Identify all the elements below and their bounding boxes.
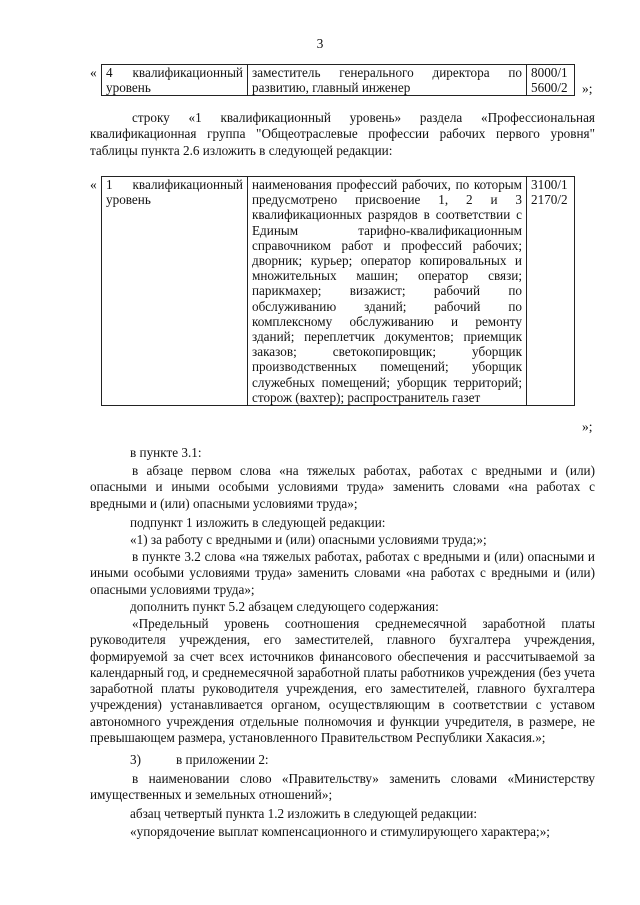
code: 3100/1 [531, 177, 568, 192]
level-text: 4 квалификационный уровень [106, 65, 243, 96]
qualification-table-2 [101, 176, 575, 406]
paragraph: в пункте 3.1: [130, 445, 202, 460]
professions-text: заместитель генерального директора по развитию, главный инженер [252, 65, 522, 96]
open-quote: « [90, 177, 97, 192]
codes-cell [527, 177, 575, 406]
paragraph: 3) [130, 752, 141, 767]
paragraph: абзац четвертый пункта 1.2 изложить в следующей редакции: [130, 806, 478, 821]
paragraph: дополнить пункт 5.2 абзацем следующего содержания: [130, 599, 439, 614]
paragraph: в приложении 2: [176, 752, 269, 767]
code: 5600/2 [531, 80, 568, 96]
paragraph: «1) за работу с вредными и (или) опасными условиями труда;»; [130, 532, 487, 547]
paragraph: в пункте 3.2 слова «на тяжелых работах, работах с вредными и (или) опасными и иными особыми условиями труда» заменить словами «на работах с вредными и (или) опасными условиями труда»; [90, 549, 595, 597]
professions-cell [248, 65, 527, 96]
paragraph: подпункт 1 изложить в следующей редакции: [130, 515, 386, 530]
qualification-table-1 [101, 64, 575, 96]
professions-cell [248, 177, 527, 406]
codes-cell [527, 65, 575, 96]
level-cell [102, 177, 248, 406]
level-text: 1 квалификационный уровень [106, 177, 243, 208]
close-quote: »; [582, 81, 593, 96]
code: 8000/1 [531, 65, 568, 80]
page-number: 3 [316, 36, 324, 51]
intro-paragraph: строку «1 квалификационный уровень» раздела «Профессиональная квалификационная группа "Общеотраслевые профессии рабочих первого уровня" таблицы пункта 2.6 изложить в следующей редакции: [90, 110, 595, 158]
professions-text: наименования профессий рабочих, по которым предусмотрено присвоение 1, 2 и 3 квалификационных разрядов в соответствии с Единым тарифно-квалификационным справочником работ и профессий рабочих; дворник; курьер; оператор копировальных и множительных машин; оператор связи; парикмахер; визажист; рабочий по обслуживанию зданий; рабочий по комплексному обслуживанию и ремонту зданий; переплетчик документов; приемщик заказов; светокопировщик; уборщик производственных помещений; уборщик служебных помещений; уборщик территорий; сторож (вахтер); распространитель газет [252, 177, 522, 405]
paragraph: в абзаце первом слова «на тяжелых работах, работах с вредными и (или) опасными и иными особыми условиями труда» заменить словами «на работах с вредными и (или) опасными условиями труда»; [90, 463, 595, 511]
level-cell [102, 65, 248, 96]
paragraph: в наименовании слово «Правительству» заменить словами «Министерству имущественных и земельных отношений»; [90, 771, 595, 803]
code: 2170/2 [531, 192, 568, 208]
open-quote: « [90, 65, 97, 80]
close-quote: »; [582, 419, 593, 434]
paragraph: «упорядочение выплат компенсационного и стимулирующего характера;»; [130, 824, 550, 839]
paragraph: «Предельный уровень соотношения среднемесячной заработной платы руководителя учреждения, его заместителей, главного бухгалтера учреждения, формируемой за счет всех источников финансового обеспечения и рассчитываемой за календарный год, и среднемесячной заработной платы работников учреждения (без учета заработной платы руководителя учреждения, его заместителей, главного бухгалтера учреждения) устанавливается органом, осуществляющим в соответствии с уставом автономного учреждения отдельные полномочия и функции учредителя, в размере, не превышающем размера, установленного Правительством Республики Хакасия.»; [90, 616, 595, 746]
